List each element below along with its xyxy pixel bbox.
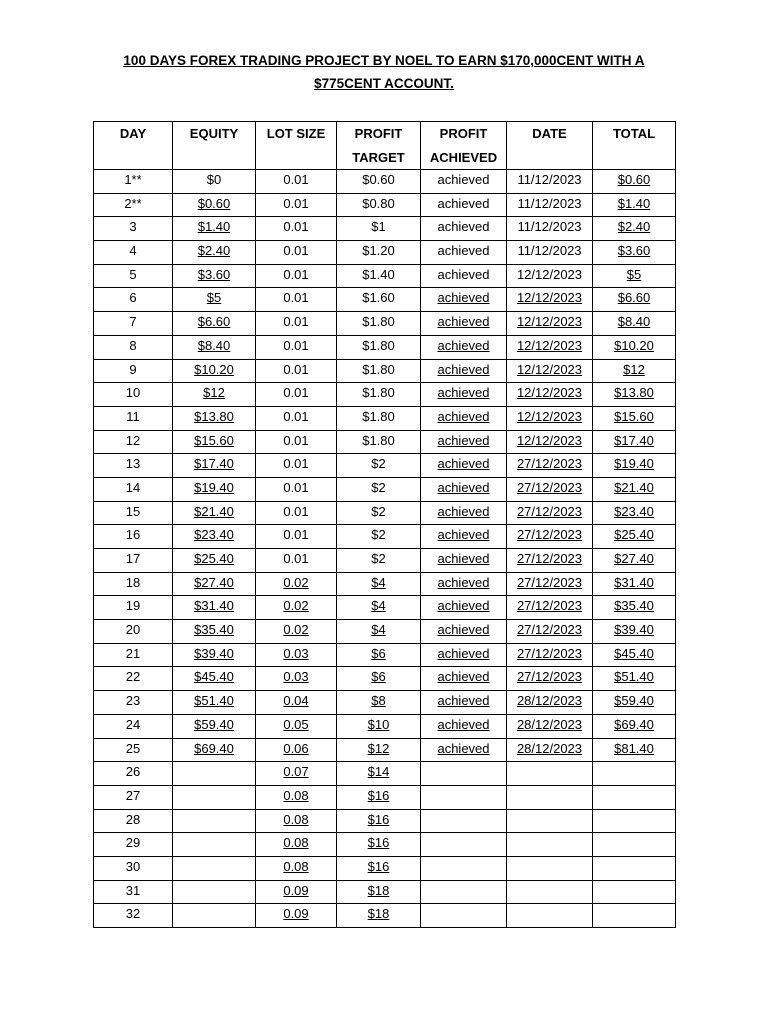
cell-day: 20 [94, 620, 173, 644]
cell-total: $25.40 [593, 525, 676, 549]
cell-profit-achieved [421, 809, 507, 833]
cell-lot-size: 0.01 [256, 217, 337, 241]
table-row [94, 359, 676, 383]
cell-profit-achieved: achieved [421, 477, 507, 501]
cell-lot-size: 0.01 [256, 241, 337, 265]
cell-lot-size: 0.03 [256, 643, 337, 667]
cell-date: 27/12/2023 [507, 596, 593, 620]
cell-total: $2.40 [593, 217, 676, 241]
cell-profit-target: $2 [337, 454, 421, 478]
cell-lot-size: 0.02 [256, 620, 337, 644]
table-body [94, 170, 676, 928]
cell-day: 17 [94, 549, 173, 573]
cell-lot-size: 0.01 [256, 312, 337, 336]
cell-profit-target: $1.40 [337, 264, 421, 288]
cell-total: $5 [593, 264, 676, 288]
cell-total: $59.40 [593, 691, 676, 715]
cell-profit-target: $1.80 [337, 335, 421, 359]
cell-lot-size: 0.08 [256, 856, 337, 880]
cell-profit-achieved [421, 904, 507, 928]
cell-profit-achieved: achieved [421, 193, 507, 217]
cell-profit-target: $1.80 [337, 312, 421, 336]
table-row [94, 264, 676, 288]
cell-equity: $1.40 [173, 217, 256, 241]
cell-profit-target: $2 [337, 525, 421, 549]
cell-date: 12/12/2023 [507, 312, 593, 336]
cell-total [593, 785, 676, 809]
table-row [94, 430, 676, 454]
cell-date: 12/12/2023 [507, 264, 593, 288]
cell-profit-target: $16 [337, 833, 421, 857]
header-day: DAY [94, 122, 173, 170]
cell-date: 12/12/2023 [507, 383, 593, 407]
cell-day: 15 [94, 501, 173, 525]
cell-profit-achieved: achieved [421, 572, 507, 596]
cell-date: 12/12/2023 [507, 359, 593, 383]
cell-profit-achieved [421, 856, 507, 880]
cell-profit-target: $14 [337, 762, 421, 786]
cell-equity: $21.40 [173, 501, 256, 525]
table-row [94, 643, 676, 667]
cell-day: 29 [94, 833, 173, 857]
cell-lot-size: 0.06 [256, 738, 337, 762]
cell-date: 11/12/2023 [507, 241, 593, 265]
table-row [94, 454, 676, 478]
cell-date: 27/12/2023 [507, 525, 593, 549]
cell-profit-achieved [421, 833, 507, 857]
table-row [94, 549, 676, 573]
cell-date [507, 856, 593, 880]
cell-lot-size: 0.05 [256, 714, 337, 738]
cell-equity: $13.80 [173, 406, 256, 430]
cell-total: $51.40 [593, 667, 676, 691]
cell-profit-target: $4 [337, 620, 421, 644]
cell-date: 12/12/2023 [507, 288, 593, 312]
cell-total: $0.60 [593, 170, 676, 194]
cell-total [593, 762, 676, 786]
cell-equity: $10.20 [173, 359, 256, 383]
cell-profit-achieved [421, 785, 507, 809]
cell-profit-achieved: achieved [421, 549, 507, 573]
cell-profit-achieved: achieved [421, 714, 507, 738]
cell-day: 32 [94, 904, 173, 928]
cell-total: $10.20 [593, 335, 676, 359]
cell-profit-target: $2 [337, 477, 421, 501]
cell-date: 11/12/2023 [507, 217, 593, 241]
cell-equity: $5 [173, 288, 256, 312]
cell-day: 4 [94, 241, 173, 265]
cell-total: $17.40 [593, 430, 676, 454]
cell-lot-size: 0.01 [256, 359, 337, 383]
header-total: TOTAL [593, 122, 676, 170]
document-title [90, 49, 678, 95]
cell-date: 12/12/2023 [507, 406, 593, 430]
cell-equity: $6.60 [173, 312, 256, 336]
cell-day: 14 [94, 477, 173, 501]
cell-day: 8 [94, 335, 173, 359]
table-row [94, 241, 676, 265]
header-lot-size: LOT SIZE [256, 122, 337, 170]
cell-lot-size: 0.01 [256, 454, 337, 478]
cell-day: 9 [94, 359, 173, 383]
cell-day: 31 [94, 880, 173, 904]
cell-profit-target: $4 [337, 596, 421, 620]
cell-profit-achieved: achieved [421, 335, 507, 359]
cell-equity: $39.40 [173, 643, 256, 667]
cell-date [507, 785, 593, 809]
cell-profit-target: $16 [337, 809, 421, 833]
cell-day: 24 [94, 714, 173, 738]
cell-lot-size: 0.08 [256, 833, 337, 857]
cell-lot-size: 0.01 [256, 501, 337, 525]
table-row [94, 501, 676, 525]
cell-total [593, 833, 676, 857]
cell-date: 27/12/2023 [507, 667, 593, 691]
cell-total: $8.40 [593, 312, 676, 336]
cell-day: 25 [94, 738, 173, 762]
cell-equity: $27.40 [173, 572, 256, 596]
cell-lot-size: 0.01 [256, 193, 337, 217]
cell-profit-achieved: achieved [421, 264, 507, 288]
cell-date: 27/12/2023 [507, 572, 593, 596]
cell-profit-achieved: achieved [421, 359, 507, 383]
cell-total [593, 904, 676, 928]
cell-day: 10 [94, 383, 173, 407]
cell-date: 28/12/2023 [507, 738, 593, 762]
cell-day: 22 [94, 667, 173, 691]
cell-equity: $12 [173, 383, 256, 407]
cell-lot-size: 0.02 [256, 596, 337, 620]
table-row [94, 383, 676, 407]
cell-profit-achieved: achieved [421, 383, 507, 407]
cell-profit-target: $0.80 [337, 193, 421, 217]
cell-equity: $25.40 [173, 549, 256, 573]
cell-lot-size: 0.01 [256, 525, 337, 549]
cell-total: $35.40 [593, 596, 676, 620]
cell-profit-achieved: achieved [421, 454, 507, 478]
cell-lot-size: 0.01 [256, 477, 337, 501]
cell-total: $6.60 [593, 288, 676, 312]
cell-total: $21.40 [593, 477, 676, 501]
table-row [94, 335, 676, 359]
cell-profit-target: $6 [337, 667, 421, 691]
cell-date [507, 762, 593, 786]
cell-profit-target: $1.80 [337, 406, 421, 430]
cell-day: 21 [94, 643, 173, 667]
cell-equity: $69.40 [173, 738, 256, 762]
cell-total: $27.40 [593, 549, 676, 573]
cell-equity: $31.40 [173, 596, 256, 620]
table-header [94, 122, 676, 170]
table-row [94, 170, 676, 194]
cell-lot-size: 0.07 [256, 762, 337, 786]
title-line-1: 100 DAYS FOREX TRADING PROJECT BY NOEL TO EARN $170,000CENT WITH A [123, 53, 645, 68]
cell-date: 28/12/2023 [507, 691, 593, 715]
cell-profit-achieved: achieved [421, 691, 507, 715]
cell-equity: $15.60 [173, 430, 256, 454]
cell-day: 3 [94, 217, 173, 241]
cell-lot-size: 0.01 [256, 383, 337, 407]
table-row [94, 856, 676, 880]
cell-profit-target: $1 [337, 217, 421, 241]
cell-profit-target: $1.80 [337, 383, 421, 407]
cell-date: 11/12/2023 [507, 193, 593, 217]
table-row [94, 691, 676, 715]
table-row [94, 667, 676, 691]
table-row [94, 525, 676, 549]
cell-profit-achieved: achieved [421, 406, 507, 430]
cell-profit-achieved: achieved [421, 501, 507, 525]
cell-lot-size: 0.03 [256, 667, 337, 691]
table-row [94, 477, 676, 501]
cell-lot-size: 0.01 [256, 288, 337, 312]
table-row [94, 833, 676, 857]
table-row [94, 217, 676, 241]
cell-day: 26 [94, 762, 173, 786]
cell-total: $31.40 [593, 572, 676, 596]
cell-date: 27/12/2023 [507, 620, 593, 644]
cell-lot-size: 0.08 [256, 785, 337, 809]
table-row [94, 738, 676, 762]
cell-lot-size: 0.01 [256, 549, 337, 573]
cell-date [507, 809, 593, 833]
cell-profit-target: $1.80 [337, 359, 421, 383]
cell-lot-size: 0.01 [256, 170, 337, 194]
cell-profit-target: $18 [337, 904, 421, 928]
cell-profit-target: $2 [337, 501, 421, 525]
header-date: DATE [507, 122, 593, 170]
table-row [94, 904, 676, 928]
table-row [94, 785, 676, 809]
cell-equity: $59.40 [173, 714, 256, 738]
cell-lot-size: 0.08 [256, 809, 337, 833]
cell-equity [173, 880, 256, 904]
table-row [94, 714, 676, 738]
cell-profit-achieved [421, 762, 507, 786]
cell-profit-target: $4 [337, 572, 421, 596]
cell-date: 27/12/2023 [507, 643, 593, 667]
cell-profit-achieved: achieved [421, 667, 507, 691]
title-line-2: $775CENT ACCOUNT. [314, 76, 454, 91]
header-profit-target: PROFIT TARGET [337, 122, 421, 170]
cell-day: 1** [94, 170, 173, 194]
cell-total: $12 [593, 359, 676, 383]
cell-total [593, 856, 676, 880]
cell-equity: $19.40 [173, 477, 256, 501]
cell-lot-size: 0.01 [256, 335, 337, 359]
cell-profit-target: $0.60 [337, 170, 421, 194]
cell-day: 18 [94, 572, 173, 596]
cell-equity [173, 809, 256, 833]
cell-total: $3.60 [593, 241, 676, 265]
cell-total: $13.80 [593, 383, 676, 407]
cell-date: 28/12/2023 [507, 714, 593, 738]
cell-date: 27/12/2023 [507, 549, 593, 573]
table-row [94, 880, 676, 904]
cell-day: 23 [94, 691, 173, 715]
cell-day: 6 [94, 288, 173, 312]
cell-profit-target: $10 [337, 714, 421, 738]
cell-profit-achieved: achieved [421, 643, 507, 667]
cell-equity: $2.40 [173, 241, 256, 265]
header-profit-achieved: PROFIT ACHIEVED [421, 122, 507, 170]
cell-profit-achieved: achieved [421, 738, 507, 762]
cell-date: 12/12/2023 [507, 430, 593, 454]
table-row [94, 572, 676, 596]
cell-day: 19 [94, 596, 173, 620]
cell-equity: $8.40 [173, 335, 256, 359]
cell-total: $39.40 [593, 620, 676, 644]
cell-profit-target: $1.60 [337, 288, 421, 312]
trading-table [93, 121, 676, 928]
cell-profit-target: $16 [337, 856, 421, 880]
cell-day: 2** [94, 193, 173, 217]
cell-total: $23.40 [593, 501, 676, 525]
cell-profit-target: $8 [337, 691, 421, 715]
cell-profit-achieved: achieved [421, 620, 507, 644]
cell-equity: $17.40 [173, 454, 256, 478]
cell-lot-size: 0.02 [256, 572, 337, 596]
cell-profit-achieved: achieved [421, 288, 507, 312]
cell-profit-achieved: achieved [421, 241, 507, 265]
cell-equity: $45.40 [173, 667, 256, 691]
cell-profit-achieved: achieved [421, 596, 507, 620]
cell-profit-target: $6 [337, 643, 421, 667]
cell-profit-achieved: achieved [421, 525, 507, 549]
table-row [94, 406, 676, 430]
header-row [94, 122, 676, 170]
cell-equity [173, 904, 256, 928]
header-equity: EQUITY [173, 122, 256, 170]
cell-date: 11/12/2023 [507, 170, 593, 194]
cell-date [507, 904, 593, 928]
table-row [94, 762, 676, 786]
cell-profit-target: $1.80 [337, 430, 421, 454]
table-row [94, 288, 676, 312]
cell-lot-size: 0.09 [256, 880, 337, 904]
cell-total: $45.40 [593, 643, 676, 667]
cell-equity: $0.60 [173, 193, 256, 217]
cell-total [593, 880, 676, 904]
cell-lot-size: 0.01 [256, 406, 337, 430]
cell-profit-achieved: achieved [421, 312, 507, 336]
cell-profit-achieved: achieved [421, 217, 507, 241]
cell-day: 11 [94, 406, 173, 430]
cell-day: 13 [94, 454, 173, 478]
cell-day: 12 [94, 430, 173, 454]
cell-equity [173, 856, 256, 880]
cell-day: 16 [94, 525, 173, 549]
cell-profit-target: $18 [337, 880, 421, 904]
cell-lot-size: 0.09 [256, 904, 337, 928]
cell-date [507, 833, 593, 857]
cell-date: 27/12/2023 [507, 477, 593, 501]
cell-profit-target: $1.20 [337, 241, 421, 265]
cell-profit-target: $16 [337, 785, 421, 809]
cell-lot-size: 0.01 [256, 430, 337, 454]
cell-day: 7 [94, 312, 173, 336]
cell-total: $19.40 [593, 454, 676, 478]
table-row [94, 193, 676, 217]
cell-date: 27/12/2023 [507, 454, 593, 478]
table-row [94, 312, 676, 336]
cell-equity: $0 [173, 170, 256, 194]
cell-day: 27 [94, 785, 173, 809]
cell-equity [173, 833, 256, 857]
cell-lot-size: 0.01 [256, 264, 337, 288]
cell-total: $15.60 [593, 406, 676, 430]
cell-total: $1.40 [593, 193, 676, 217]
cell-day: 5 [94, 264, 173, 288]
cell-day: 30 [94, 856, 173, 880]
table-row [94, 596, 676, 620]
cell-profit-achieved: achieved [421, 430, 507, 454]
cell-equity: $51.40 [173, 691, 256, 715]
cell-day: 28 [94, 809, 173, 833]
cell-equity: $23.40 [173, 525, 256, 549]
cell-lot-size: 0.04 [256, 691, 337, 715]
table-row [94, 809, 676, 833]
cell-profit-target: $12 [337, 738, 421, 762]
cell-equity: $35.40 [173, 620, 256, 644]
cell-profit-target: $2 [337, 549, 421, 573]
table-row [94, 620, 676, 644]
cell-date: 12/12/2023 [507, 335, 593, 359]
cell-equity [173, 785, 256, 809]
cell-total: $69.40 [593, 714, 676, 738]
cell-equity [173, 762, 256, 786]
cell-date [507, 880, 593, 904]
cell-profit-achieved [421, 880, 507, 904]
cell-equity: $3.60 [173, 264, 256, 288]
cell-total: $81.40 [593, 738, 676, 762]
cell-date: 27/12/2023 [507, 501, 593, 525]
cell-total [593, 809, 676, 833]
cell-profit-achieved: achieved [421, 170, 507, 194]
